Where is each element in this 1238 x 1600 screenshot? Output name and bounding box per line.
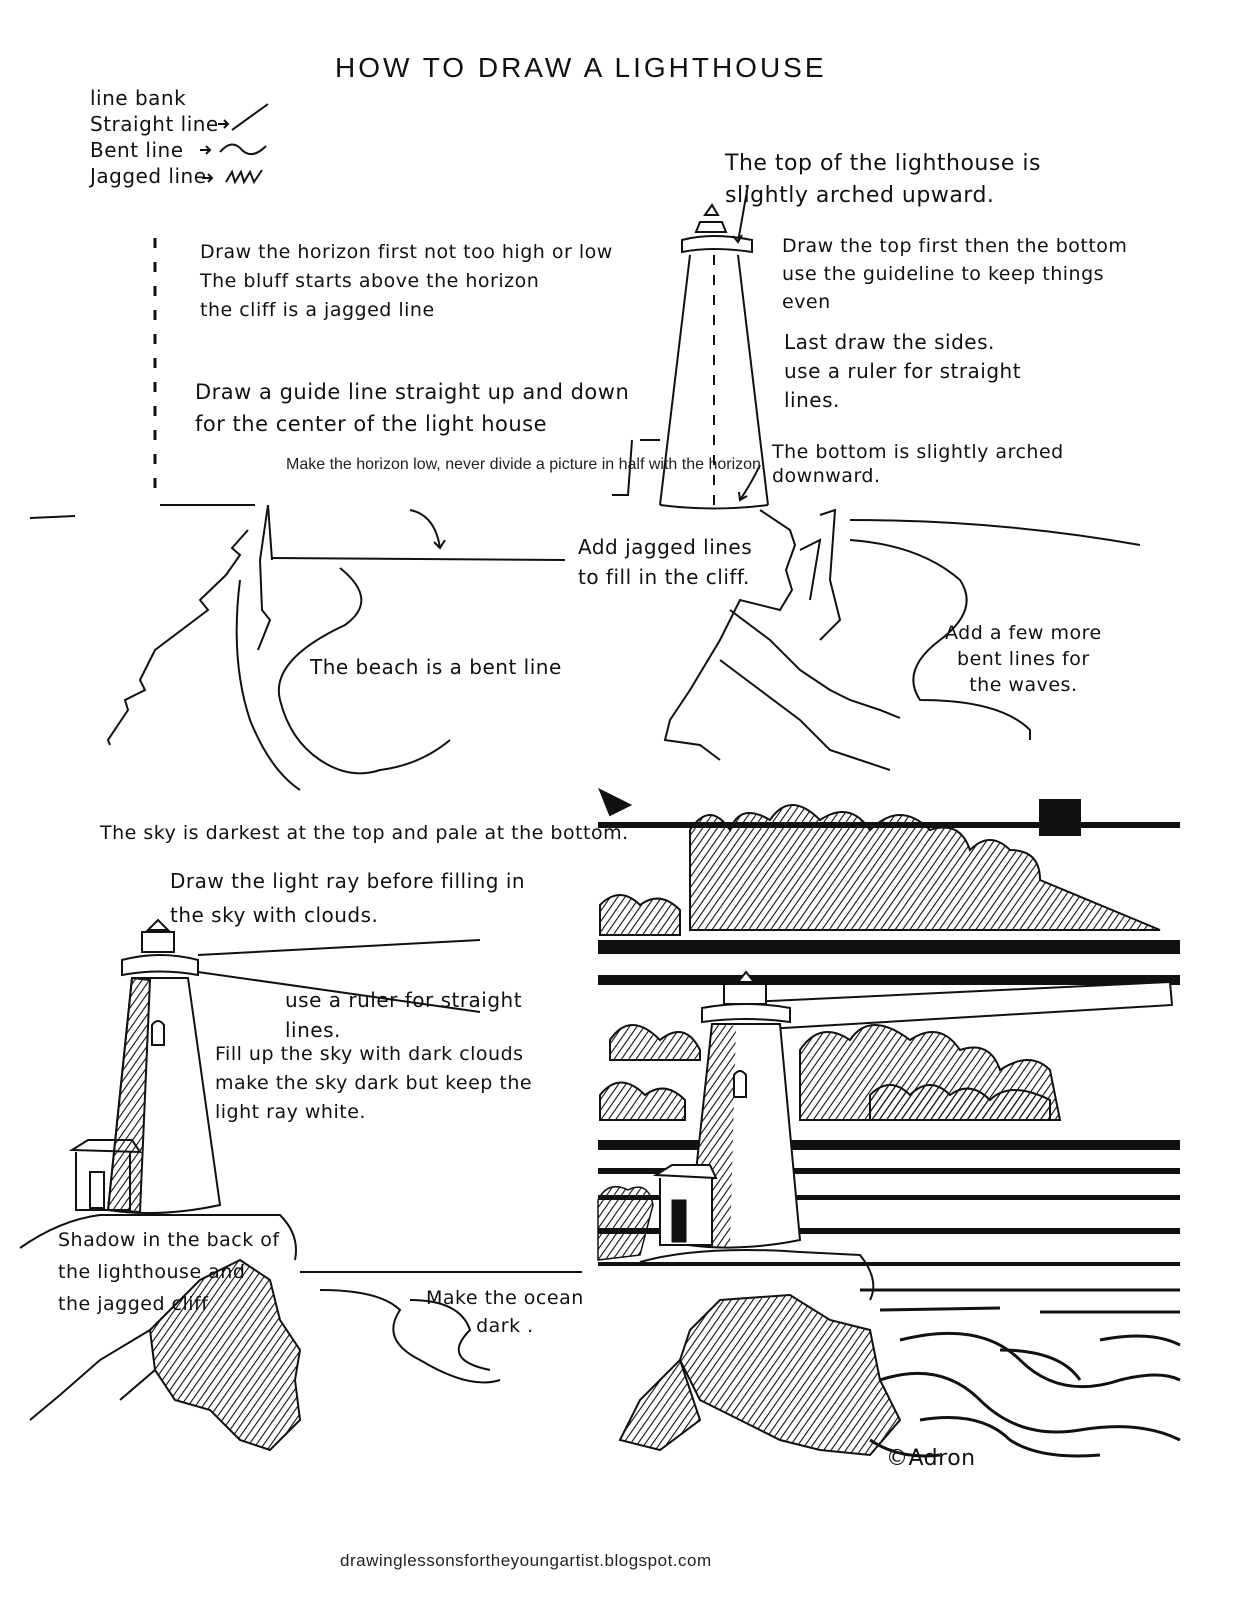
jagged-cliff [680, 1295, 900, 1455]
ocean-instruction: Make the ocean dark . [426, 1287, 584, 1337]
beach-inner-line [237, 580, 300, 790]
cliff-instruction: Add jagged lines to fill in the cliff. [578, 535, 753, 589]
line-bank-heading: line bank [90, 86, 187, 110]
dark-ocean [860, 1290, 1180, 1456]
house-door [90, 1172, 104, 1208]
sky-instruction: The sky is darkest at the top and pale at the bottom. [100, 822, 629, 844]
horizon-instruction: Draw the horizon first not too high or low The bluff starts above the horizon the cliff is a jagged line [200, 241, 613, 321]
footer-url: drawinglessonsfortheyoungartist.blogspot.com [340, 1551, 712, 1570]
cliff-top [640, 1250, 873, 1300]
line-bank-bent: Bent line [90, 138, 184, 162]
window-icon [734, 1071, 746, 1097]
ruler-instruction: use a ruler for straight lines. [285, 988, 523, 1042]
gallery-top [682, 236, 752, 252]
draw-order-instruction: Draw the top first then the bottom use the guideline to keep things even [782, 235, 1128, 313]
cliff-edge-lines [30, 1330, 155, 1420]
horizon-line [272, 558, 565, 560]
tower-bottom [660, 505, 768, 509]
waves-instruction: Add a few more bent lines for the waves. [945, 622, 1102, 696]
cliff-right-edge [268, 505, 272, 560]
line-bank-straight: Straight line [90, 112, 219, 136]
line-bank-jagged: Jagged line [90, 164, 207, 188]
arrow-icon [218, 120, 228, 128]
bent-line-sample [220, 144, 266, 154]
bottom-arch-instruction: The bottom is slightly arched downward. [772, 441, 1064, 487]
top-arch-instruction: The top of the lighthouse is slightly arched upward. [725, 151, 1041, 208]
arrow-icon [410, 510, 445, 548]
window-icon [152, 1021, 164, 1045]
horizon-line-left [30, 505, 255, 518]
horizon-tip: Make the horizon low, never divide a picture in half with the horizon. [286, 456, 766, 473]
gallery [702, 1004, 790, 1022]
jagged-line-sample [226, 170, 262, 182]
light-ray-instruction: Draw the light ray before filling in the sky with clouds. [170, 869, 526, 927]
shadow-instruction: Shadow in the back of the lighthouse and the jagged cliff [58, 1229, 280, 1315]
arrow-icon [200, 146, 210, 154]
straight-line-sample [232, 104, 268, 130]
guide-line-instruction: Draw a guide line straight up and down for the center of the light house [195, 380, 630, 436]
artist-signature: ©Adron [886, 1446, 976, 1471]
clouds-instruction: Fill up the sky with dark clouds make the sky dark but keep the light ray white. [215, 1043, 533, 1123]
sides-instruction: Last draw the sides. use a ruler for straight lines. [784, 330, 1022, 412]
house-door [672, 1200, 686, 1242]
gallery [122, 955, 198, 975]
final-illustration [598, 790, 1180, 1456]
beach-instruction: The beach is a bent line [310, 655, 562, 679]
lantern-icon [696, 205, 726, 232]
page-title: HOW TO DRAW A LIGHTHOUSE [335, 52, 827, 83]
